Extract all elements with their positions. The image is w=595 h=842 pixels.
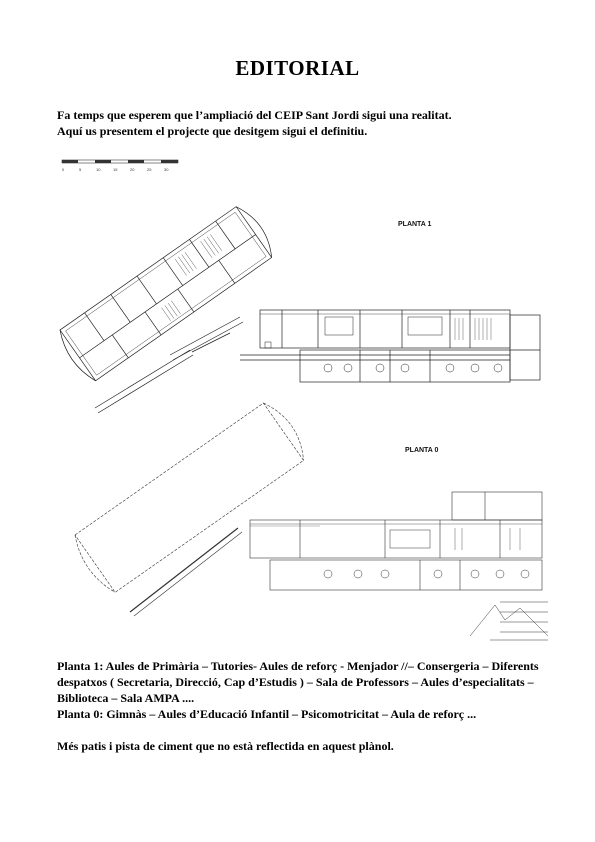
patis-note: Més patis i pista de ciment que no està reflectida en aquest plànol. [57,739,394,753]
scale-bar [62,160,178,172]
planta-1-plan [54,202,540,413]
scale-tick-25: 25 [147,167,152,172]
planta-0-plan [68,397,542,616]
architect-stamp [470,602,548,640]
page-title: EDITORIAL [235,56,360,80]
scale-tick-0: 0 [62,167,65,172]
description-block [57,658,557,754]
scale-tick-15: 15 [113,167,118,172]
scale-tick-30: 30 [164,167,169,172]
planta-0-label: PLANTA 0 [405,447,439,454]
scale-tick-20: 20 [130,167,135,172]
intro-line-1: Fa temps que esperem que l’ampliació del CEIP Sant Jordi sigui una realitat. [57,108,452,122]
floor-plan-drawing [0,150,595,650]
planta-1-description: Planta 1: Aules de Primària – Tutories- Aules de reforç - Menjador //– Consergeria – Diferents despatxos ( Secretaria, Direcció, Cap d’Estudis ) – Sala de Professors – Aules d’especialitats – Biblioteca – Sala AMPA .... [57,659,539,705]
planta-0-description: Planta 0: Gimnàs – Aules d’Educació Infantil – Psicomotricitat – Aula de reforç ... [57,707,477,721]
architectural-plan [0,150,595,650]
intro-line-2: Aquí us presentem el projecte que desitgem sigui el definitiu. [57,124,368,138]
scale-tick-5: 5 [79,167,82,172]
scale-tick-10: 10 [96,167,101,172]
planta-1-label: PLANTA 1 [398,221,432,228]
intro-paragraph [57,107,557,139]
